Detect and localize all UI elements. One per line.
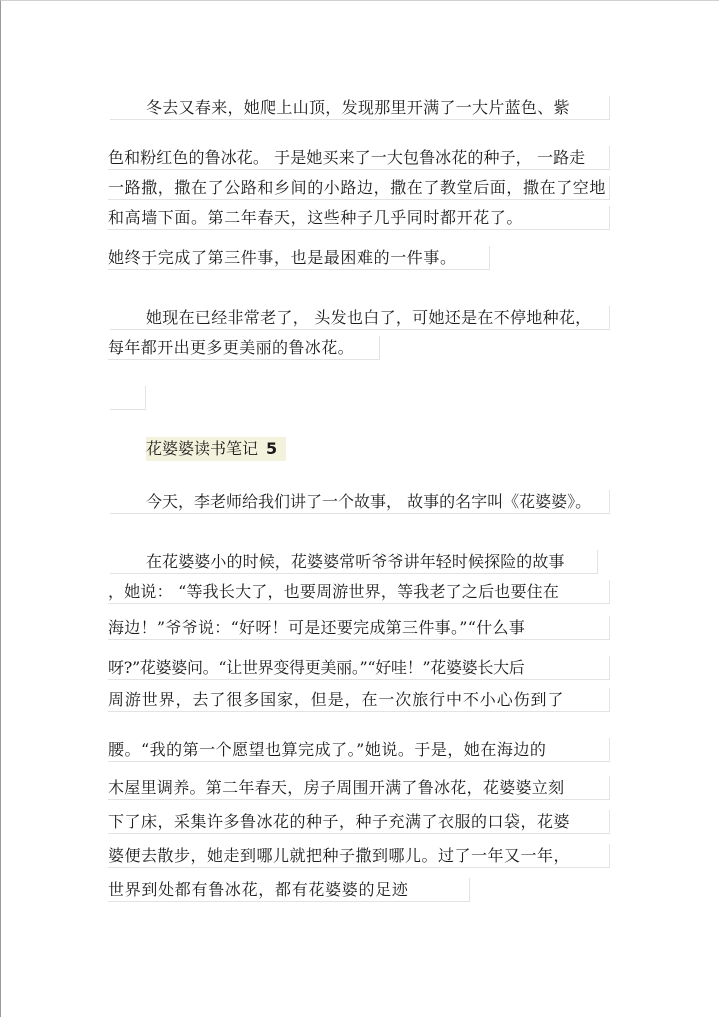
text-line: 色和粉红色的鲁冰花。 于是她买来了一大包鲁冰花的种子， 一路走 <box>108 146 610 170</box>
text-line: 周游世界，去了很多国家，但是，在一次旅行中不小心伤到了 <box>108 688 610 712</box>
heading-text: 花婆婆读书笔记 <box>146 439 259 458</box>
empty-frame <box>110 386 146 410</box>
text-line: 她终于完成了第三件事，也是最困难的一件事。 <box>108 246 490 270</box>
text-line: 今天，李老师给我们讲了一个故事， 故事的名字叫《花婆婆》。 <box>110 490 610 514</box>
text-line: 世界到处都有鲁冰花，都有花婆婆的足迹 <box>108 878 470 902</box>
text-line: ，她说： “等我长大了，也要周游世界，等我老了之后也要住在 <box>108 580 610 604</box>
text-line: 腰。“我的第一个愿望也算完成了。”她说。于是，她在海边的 <box>108 738 610 762</box>
text-line: 每年都开出更多更美丽的鲁冰花。 <box>108 336 380 360</box>
text-line: 一路撒，撒在了公路和乡间的小路边，撒在了教堂后面，撒在了空地 <box>108 176 610 200</box>
heading-number: 5 <box>266 439 278 458</box>
text-line: 在花婆婆小的时候，花婆婆常听爷爷讲年轻时候探险的故事 <box>110 550 598 574</box>
text-line: 冬去又春来，她爬上山顶，发现那里开满了一大片蓝色、紫 <box>110 96 610 120</box>
section-heading <box>146 437 286 461</box>
text-line: 婆便去散步，她走到哪儿就把种子撒到哪儿。过了一年又一年， <box>108 844 610 868</box>
text-line: 呀?”花婆婆问。“让世界变得更美丽。”“好哇！”花婆婆长大后 <box>108 656 610 680</box>
text-line: 她现在已经非常老了， 头发也白了，可她还是在不停地种花， <box>110 306 610 330</box>
text-line: 和高墙下面。第二年春天，这些种子几乎同时都开花了。 <box>108 206 610 230</box>
text-line: 下了床，采集许多鲁冰花的种子，种子充满了衣服的口袋，花婆 <box>108 810 610 834</box>
text-line: 木屋里调养。第二年春天，房子周围开满了鲁冰花，花婆婆立刻 <box>108 776 610 800</box>
text-line: 海边！”爷爷说：“好呀！可是还要完成第三件事。”“什么事 <box>108 616 610 640</box>
